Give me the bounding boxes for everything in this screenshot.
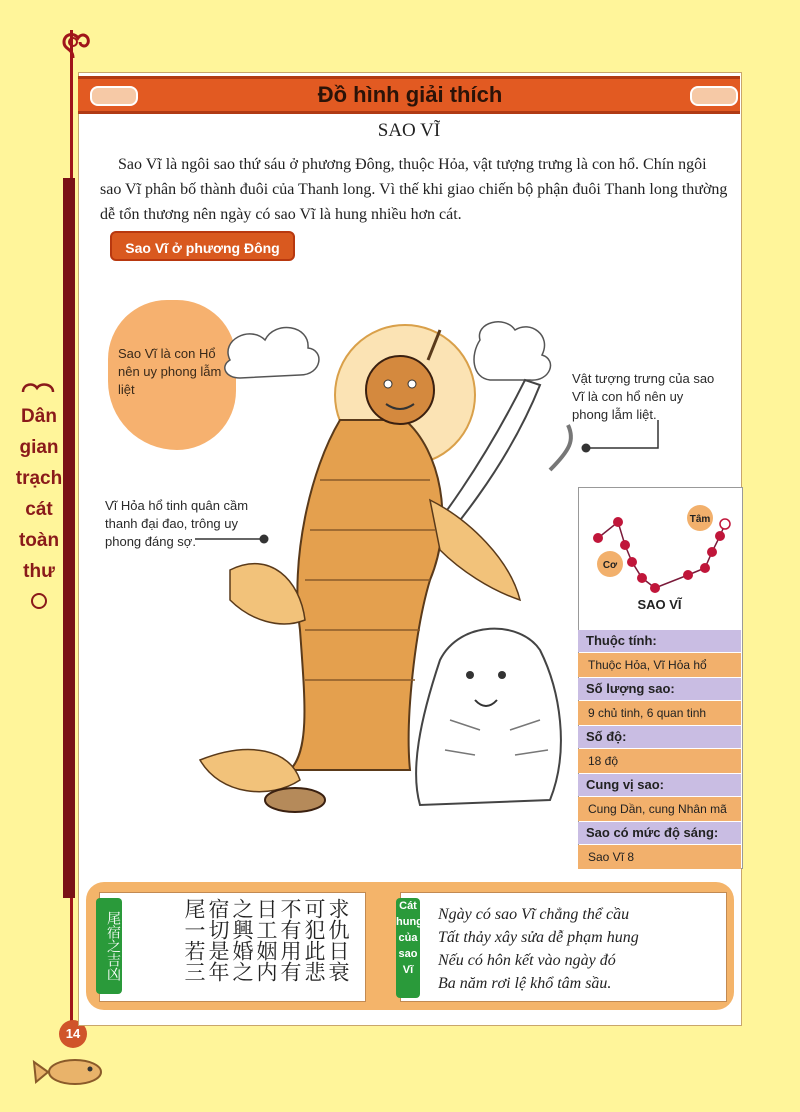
constellation-diagram [580, 500, 740, 595]
side-title-word: trạch [15, 468, 63, 489]
side-title-word: cát [25, 499, 53, 520]
info-value: 9 chủ tinh, 6 quan tinh [578, 701, 741, 725]
cloud-ornament-icon [52, 28, 94, 62]
info-value: Cung Dần, cung Nhân mã [578, 797, 741, 821]
section-title: SAO VĨ [377, 120, 441, 141]
side-title-word: gian [19, 437, 59, 458]
callout-right-pointer [580, 418, 670, 458]
star-label-co: Cơ [602, 560, 618, 571]
warrior-tiger-illustration [190, 300, 580, 840]
side-title-word: toàn [18, 530, 60, 551]
vietnamese-poem-label: Cát hung của sao Vĩ [396, 898, 420, 998]
bubble-text: Sao Vĩ là con Hổ nên uy phong lẫm liệt [118, 346, 222, 397]
constellation-label: SAO VĨ [637, 597, 682, 612]
star-label-tam: Tâm [689, 514, 711, 525]
poem-line: Ngày có sao Vĩ chẳng thể cầu [438, 906, 630, 923]
corner-ornament-icon [90, 86, 138, 106]
fish-ornament-icon [30, 1040, 120, 1100]
info-value: Sao Vĩ 8 [578, 845, 741, 869]
circle-icon [31, 593, 47, 609]
info-value: Thuộc Hỏa, Vĩ Hỏa hổ [578, 653, 741, 677]
callout-left-text: Vĩ Hỏa hổ tinh quân cầm thanh đại đao, trông uy phong đáng sợ. [105, 498, 249, 549]
corner-ornament-icon [690, 86, 738, 106]
info-heading: Số lượng sao: [578, 678, 741, 700]
info-value: 18 độ [578, 749, 741, 773]
callout-right-text: Vật tượng trưng của sao Vĩ là con hổ nên uy phong lẫm liệt. [572, 371, 715, 422]
banner-title: Đồ hình giải thích [317, 82, 503, 107]
poem-line: Ba năm rơi lệ khổ tâm sầu. [438, 975, 612, 992]
info-heading: Sao có mức độ sáng: [578, 822, 741, 844]
callout-left-pointer [195, 534, 270, 544]
chinese-poem-text: 求仇日衰可犯此悲不有用有日工姻内之興婚之宿切是年尾一若三 [182, 898, 350, 982]
info-heading: Cung vị sao: [578, 774, 741, 796]
intro-paragraph: Sao Vĩ là ngôi sao thứ sáu ở phương Đông, thuộc Hỏa, vật tượng trưng là con hổ. Chín ngôi sao Vĩ phân bố thành đuôi của Thanh long. Vì thế khi giao chiến bộ phận đuôi Thanh long thường dễ tổn thương nên ngày có sao Vĩ là hung nhiều hơn cát. [100, 156, 728, 223]
info-heading: Số độ: [578, 726, 741, 748]
poem-line: Tất thảy xây sửa dễ phạm hung [438, 929, 639, 946]
page-number: 14 [59, 1020, 87, 1048]
poem-line: Nếu có hôn kết vào ngày đó [438, 952, 616, 969]
vietnamese-poem-text [438, 903, 728, 995]
side-title-word: Dân [21, 406, 57, 427]
subsection-tag: Sao Vĩ ở phương Đông [110, 231, 295, 261]
chinese-poem-label: 尾宿之吉凶 [96, 898, 122, 994]
side-title [8, 380, 70, 609]
info-heading: Thuộc tính: [578, 630, 741, 652]
cloud-ornament-icon [19, 380, 59, 396]
side-title-word: thư [23, 561, 55, 582]
